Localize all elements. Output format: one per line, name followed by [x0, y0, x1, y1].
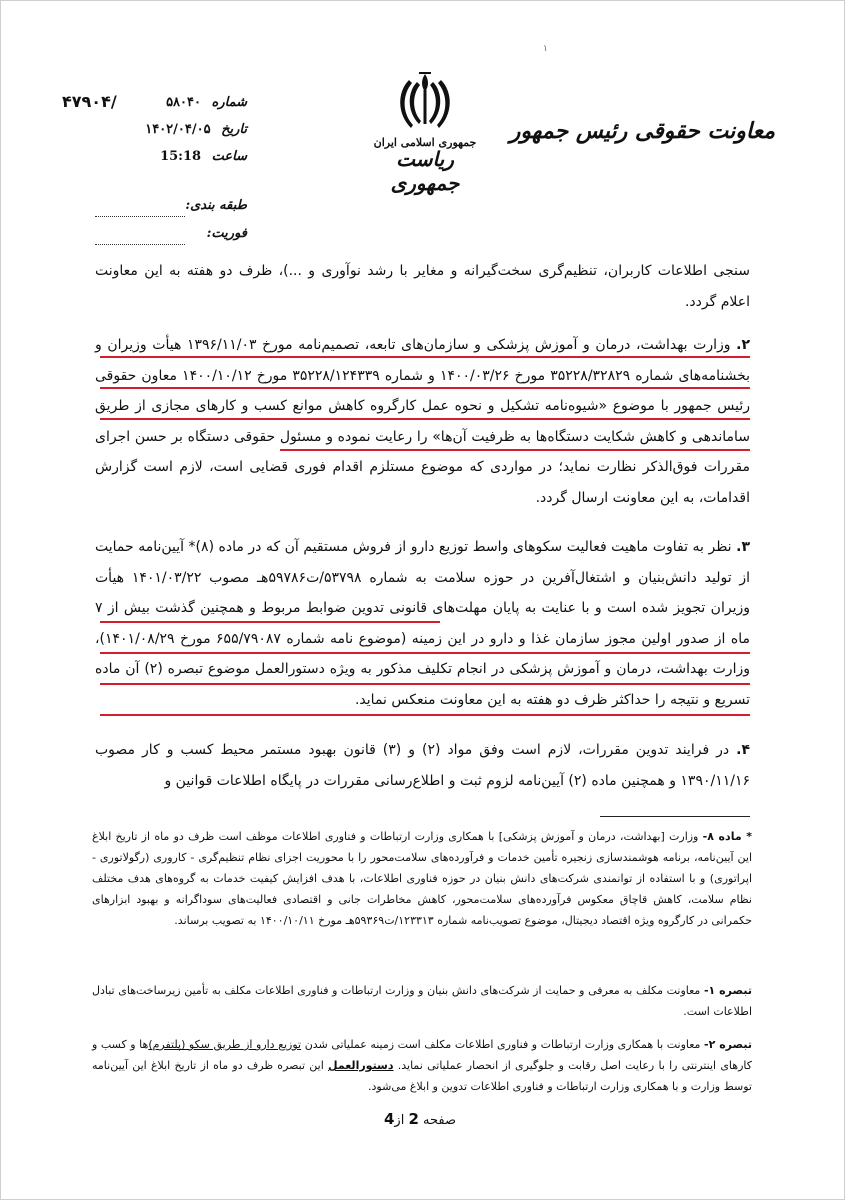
item-2-number: ۲.	[736, 337, 750, 353]
footnote-note-2	[92, 1034, 752, 1097]
page-current: 2	[408, 1110, 419, 1128]
footnote-2-title: تبصره ۱-	[703, 984, 752, 997]
page-separator: از	[394, 1113, 405, 1128]
item-4-number: ۴.	[736, 742, 750, 758]
letter-date	[145, 122, 247, 137]
highlight-underline	[100, 356, 750, 358]
emblem-icon	[395, 70, 455, 132]
urgency-label: فوریت:	[206, 226, 247, 241]
footnote-note-1	[92, 980, 752, 1022]
item-3-text: نظر به تفاوت ماهیت فعالیت سکوهای واسط توزیع دارو از فروش مستقیم آن که در ماده (۸)* آیین‌نامه حمایت از تولید دانش‌بنیان و اشتغال‌آفرین در حوزه سلامت به شماره ۵۳۷۹۸/ت۵۹۷۸۶هـ مصوب ۱۴۰۱/۰۳/۲۲ هیأت وزیران تجویز شده است و با عنایت به پایان مهلت‌های قانونی تدوین ضوابط مربوط و همچنین گذشت بیش از ۷ ماه از صدور اولین مجوز سازمان غذا و دارو در این زمینه (موضوع نامه شماره ۶۵۵/۷۹۰۸۷ مورخ ۱۴۰۱/۰۸/۲۹)، وزارت بهداشت، درمان و آموزش پزشکی در انجام تکلیف مذکور به ویژه دستورالعمل موضوع تبصره (۲) آن ماده تسریع و نتیجه را حداکثر ظرف دو هفته به این معاونت منعکس نماید.	[95, 539, 751, 708]
footnote-1-title: * ماده ۸-	[702, 830, 752, 843]
presidency-title: ریاست جمهوری	[390, 147, 460, 195]
letter-number	[166, 95, 247, 110]
time-value: 15:18	[160, 149, 202, 164]
highlight-underline	[100, 683, 750, 685]
highlight-underline	[100, 418, 750, 420]
continuation-paragraph: سنجی اطلاعات کاربران، تنظیم‌گری سخت‌گیرانه و مغایر با رشد نوآوری و ...)، ظرف دو هفته به این معاونت اعلام گردد.	[95, 263, 750, 310]
number-label: شماره	[211, 95, 247, 110]
footnote-3-underlined-2: دستورالعمل	[328, 1059, 394, 1072]
urgency	[207, 226, 247, 241]
date-label: تاریخ	[221, 122, 247, 137]
time-label: ساعت	[211, 149, 247, 164]
reference-number: ۴۷۹۰۴/	[62, 92, 117, 111]
page-number	[370, 1110, 470, 1128]
item-3-number: ۳.	[736, 539, 751, 555]
footnote-separator	[600, 816, 750, 817]
item-4-text: در فرایند تدوین مقررات، لازم است وفق مواد (۲) و (۳) قانون بهبود مستمر محیط کسب و کار مصوب ۱۳۹۰/۱۱/۱۶ و همچنین ماده (۲) آیین‌نامه لزوم ثبت و اطلاع‌رسانی مقررات در پایگاه اطلاعات قوانین و	[95, 742, 750, 789]
page-total: 4	[383, 1110, 395, 1128]
classification-dots	[95, 215, 185, 217]
letter-time	[160, 149, 247, 164]
highlight-underline	[100, 652, 750, 654]
footnote-1-text: وزارت [بهداشت، درمان و آموزش پزشکی] با همکاری وزارت ارتباطات و فناوری اطلاعات موظف است ظرف دو ماه از تاریخ ابلاغ این آیین‌نامه، برنامه هوشمندسازی زنجیره تأمین خدمات و فرآورده‌های سلامت‌محور را با محوریت اجزای نظام تنظیم‌گری - کاروری (رگولاتوری - اپراتوری) و با استفاده از توانمندی شرکت‌های دانش بنیان در حوزه فناوری اطلاعات، با هدف افزایش کیفیت خدمات به گروه‌های هدف مختلف نظام سلامت، کاهش قاچاق معکوس فرآورده‌های سلامت‌محور، کاهش مخاطرات جانی و اقتصادی فعالیت‌های سوداگرانه و بهبود ابزارهای حکمرانی در کارگروه ویژه اقتصاد دیجیتال، موضوع تصویب‌نامه شماره ۱۲۳۳۱۳/ت۵۹۳۶۹هـ مورخ ۱۴۰۰/۱۰/۱۱ به تصویب برساند.	[92, 830, 752, 927]
page-label: صفحه	[423, 1113, 457, 1128]
item-4	[95, 735, 750, 796]
date-value: ۱۴۰۲/۰۴/۰۵	[145, 122, 211, 137]
footnote-3-underlined-1: توزیع دارو از طریق سکو (پلتفرم)	[148, 1038, 302, 1051]
emblem-caption: جمهوری اسلامی ایران	[373, 136, 477, 149]
classification	[185, 198, 247, 213]
highlight-underline	[100, 714, 750, 716]
emblem	[370, 70, 480, 195]
item-3	[95, 532, 750, 715]
footnote-3-title: تبصره ۲-	[704, 1038, 752, 1051]
footnote-3-text-b: ها و کسب و کارهای اینترنتی را با رعایت اصل رقابت و جلوگیری از انحصار عملیاتی نماید.	[92, 1038, 752, 1072]
classification-label: طبقه بندی:	[185, 198, 247, 213]
highlight-underline	[100, 387, 750, 389]
footnote-2-text: معاونت مکلف به معرفی و حمایت از شرکت‌های دانش بنیان و وزارت ارتباطات و فناوری اطلاعات مکلف به تأمین زیرساخت‌های تبادل اطلاعات است.	[92, 984, 752, 1018]
footnote-3-text-a: معاونت با همکاری وزارت ارتباطات و فناوری اطلاعات مکلف است زمینه عملیاتی شدن	[304, 1038, 701, 1051]
highlight-underline	[100, 621, 440, 623]
urgency-dots	[95, 243, 185, 245]
footnote-3-text-c: این تبصره ظرف دو ماه از تاریخ ابلاغ این آیین‌نامه توسط وزارت و با همکاری وزارت ارتباطات و فناوری اطلاعات تدوین و ابلاغ می‌شود.	[92, 1059, 752, 1093]
footnote-article-8	[92, 826, 752, 931]
highlight-underline	[280, 449, 750, 451]
organization-title: معاونت حقوقی رئیس جمهور	[509, 118, 775, 144]
corner-mark: ۱	[543, 44, 548, 54]
number-value: ۵۸۰۴۰	[166, 95, 201, 110]
item-2-text: وزارت بهداشت، درمان و آموزش پزشکی و سازمان‌های تابعه، تصمیم‌نامه مورخ ۱۳۹۶/۱۱/۰۳ هیأت وزیران و بخشنامه‌های شماره ۳۵۲۲۸/۳۲۸۲۹ مورخ ۱۴۰۰/۰۳/۲۶ و شماره ۳۵۲۲۸/۱۲۴۳۳۹ مورخ ۱۴۰۰/۱۰/۱۲ معاون حقوقی رئیس جمهور با موضوع «شیوه‌نامه تشکیل و نحوه عمل کارگروه کاهش موانع کسب و کارهای مجازی از طریق ساماندهی و کاهش شکایت دستگاه‌ها به ظرفیت آن‌ها» را رعایت نموده و مسئول حقوقی دستگاه بر حسن اجرای مقررات فوق‌الذکر نظارت نماید؛ در مواردی که موضوع مستلزم اقدام فوری قضایی است، لازم است گزارش اقدامات، به این معاونت ارسال گردد.	[95, 337, 750, 506]
